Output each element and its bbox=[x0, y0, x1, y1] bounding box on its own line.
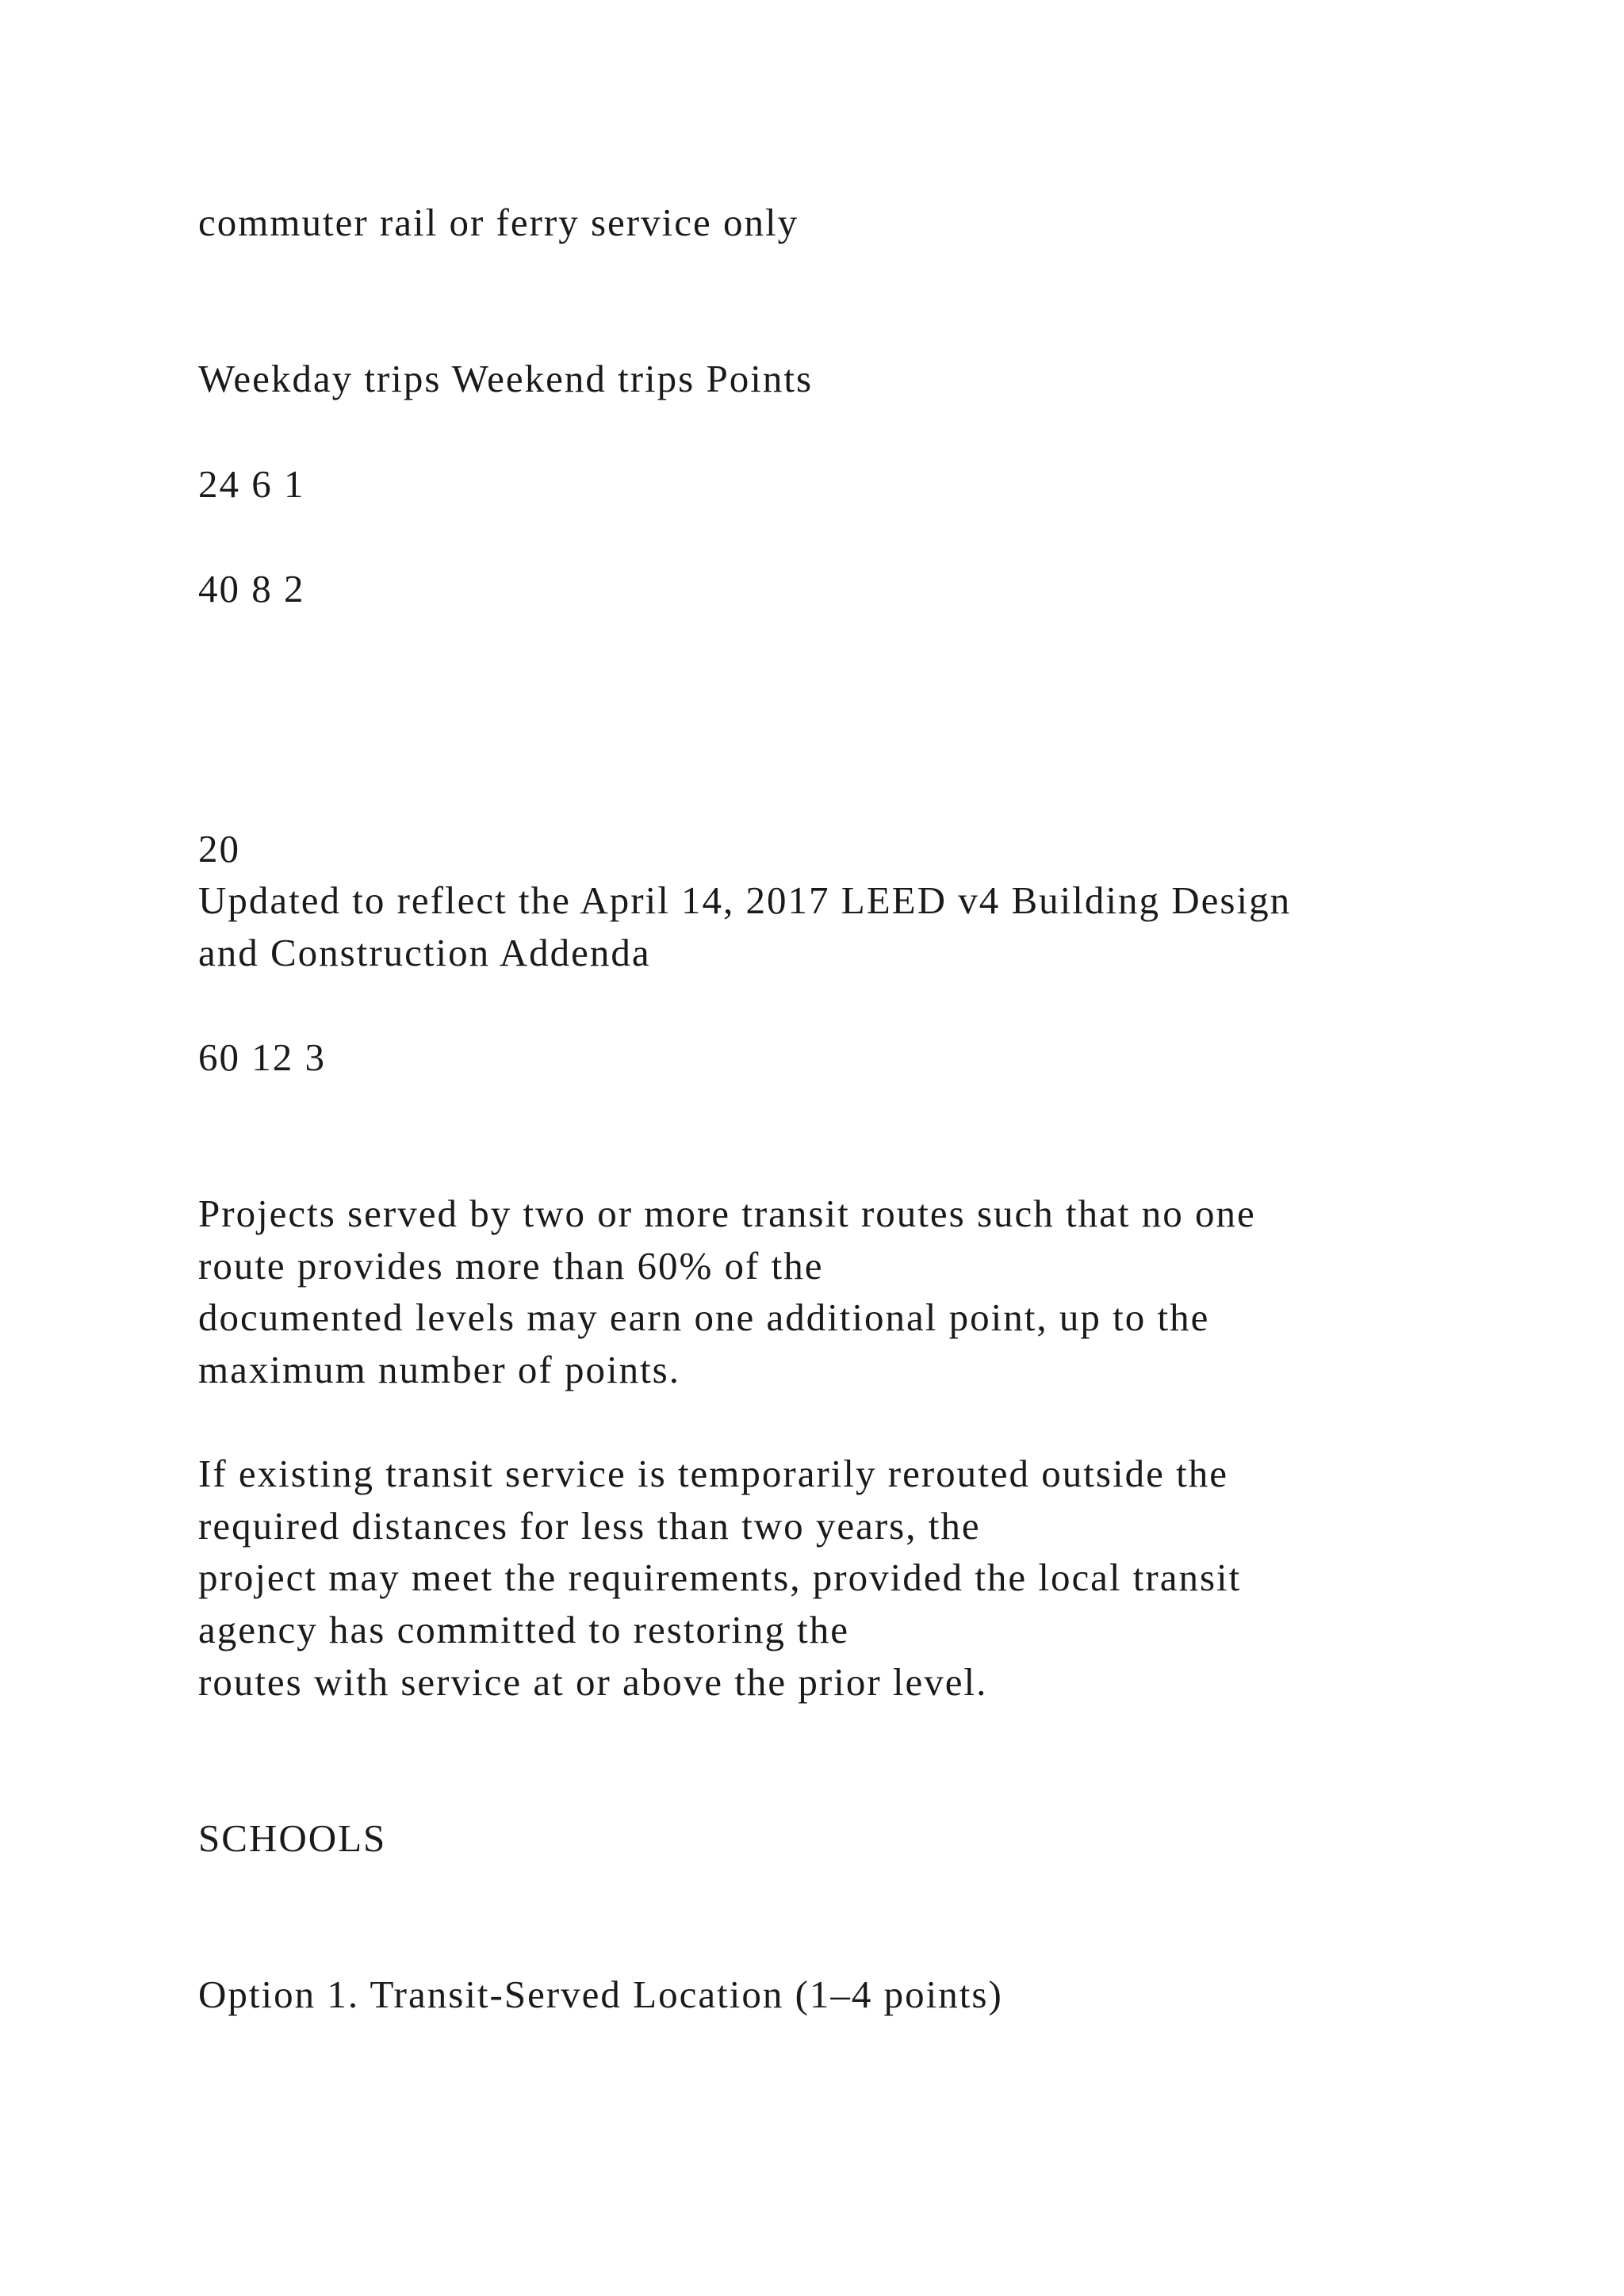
paragraph-line: route provides more than 60% of the bbox=[198, 1244, 824, 1288]
paragraph-line: documented levels may earn one additional point, up to the bbox=[198, 1295, 1210, 1339]
paragraph-line: agency has committed to restoring the bbox=[198, 1608, 850, 1651]
paragraph-line: maximum number of points. bbox=[198, 1348, 680, 1391]
footer-line: Updated to reflect the April 14, 2017 LEED v4 Building Design bbox=[198, 878, 1292, 922]
paragraph-line: Projects served by two or more transit routes such that no one bbox=[198, 1192, 1256, 1235]
rail-ferry-heading: commuter rail or ferry service only bbox=[198, 201, 799, 244]
table-header: Weekday trips Weekend trips Points bbox=[198, 357, 814, 400]
option-heading: Option 1. Transit-Served Location (1–4 points) bbox=[198, 1973, 1003, 2016]
section-heading: SCHOOLS bbox=[198, 1816, 387, 1860]
table-row: 60 12 3 bbox=[198, 1035, 326, 1079]
table-row: 24 6 1 bbox=[198, 462, 305, 506]
table-row: 40 8 2 bbox=[198, 567, 305, 610]
paragraph-line: routes with service at or above the prior level. bbox=[198, 1660, 988, 1704]
paragraph-line: project may meet the requirements, provided the local transit bbox=[198, 1556, 1242, 1599]
paragraph-line: If existing transit service is temporarily rerouted outside the bbox=[198, 1452, 1228, 1495]
paragraph-line: required distances for less than two years, the bbox=[198, 1504, 981, 1548]
page-number: 20 bbox=[198, 827, 240, 871]
footer-line: and Construction Addenda bbox=[198, 931, 651, 974]
